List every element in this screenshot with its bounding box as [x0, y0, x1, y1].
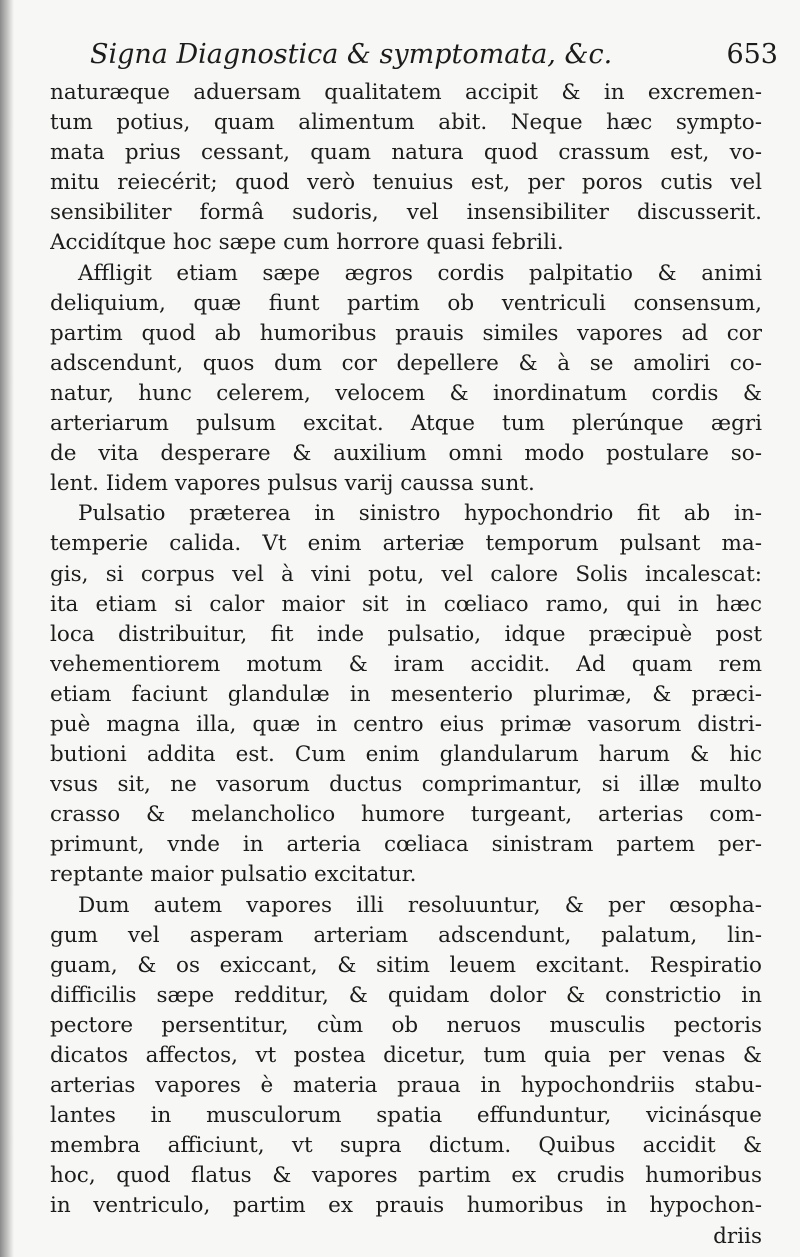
text-line: ita etiam si calor maior sit in cœliaco ramo, qui in hæc	[50, 591, 762, 617]
page-number: 653	[726, 39, 778, 70]
text-line: butioni addita est. Cum enim glandularum harum & hic	[50, 742, 762, 768]
text-line: loca distribuitur, fit inde pulsatio, idque præcipuè post	[50, 621, 762, 647]
text-line: adscendunt, quos dum cor depellere & à se amoliri co-	[50, 350, 762, 376]
text-line: lent. Iidem vapores pulsus varij caussa sunt.	[50, 471, 535, 497]
text-line: partim quod ab humoribus prauis similes vapores ad cor	[50, 320, 762, 346]
text-line: temperie calida. Vt enim arteriæ temporum pulsant ma-	[50, 531, 762, 557]
text-line: hoc, quod flatus & vapores partim ex crudis humoribus	[50, 1163, 762, 1189]
text-line: gum vel asperam arteriam adscendunt, palatum, lin-	[50, 922, 762, 948]
text-line: Accidítque hoc sæpe cum horrore quasi febrili.	[50, 230, 564, 256]
text-line: natur, hunc celerem, velocem & inordinatum cordis &	[50, 380, 762, 406]
text-line: dicatos affectos, vt postea dicetur, tum quia per venas &	[50, 1043, 762, 1068]
text-line: arterias vapores è materia praua in hypochondriis stabu-	[50, 1073, 762, 1099]
text-line: mitu reiecérit; quod verò tenuius est, per poros cutis vel	[50, 170, 762, 196]
text-line: deliquium, quæ fiunt partim ob ventriculi consensum,	[50, 290, 762, 316]
paragraph-start-line: Pulsatio præterea in sinistro hypochondrio fit ab in-	[78, 501, 762, 527]
text-line: in ventriculo, partim ex prauis humoribus in hypochon-	[50, 1193, 762, 1219]
text-line: crasso & melancholico humore turgeant, arterias com-	[50, 802, 762, 828]
running-title: Signa Diagnostica & symptomata, &c.	[90, 39, 613, 70]
text-line: guam, & os exiccant, & sitim leuem excitant. Respiratio	[50, 952, 762, 978]
text-line: lantes in musculorum spatia effunduntur, vicinásque	[50, 1103, 762, 1129]
text-line: naturæque aduersam qualitatem accipit & in excremen-	[50, 80, 762, 105]
text-block	[50, 78, 762, 1252]
catchword: driis	[713, 1223, 762, 1249]
text-line: reptante maior pulsatio excitatur.	[50, 862, 417, 888]
paragraph-start-line: Dum autem vapores illi resoluuntur, & per œsopha-	[78, 892, 762, 918]
text-line: vsus sit, ne vasorum ductus comprimantur, si illæ multo	[50, 772, 762, 798]
text-line: pectore persentitur, cùm ob neruos musculis pectoris	[50, 1012, 762, 1038]
text-line: difficilis sæpe redditur, & quidam dolor & constrictio in	[50, 982, 762, 1008]
text-line: sensibiliter formâ sudoris, vel insensibiliter discusserit.	[50, 200, 762, 226]
text-line: tum potius, quam alimentum abit. Neque hæc sympto-	[50, 110, 762, 136]
text-line: mata prius cessant, quam natura quod crassum est, vo-	[50, 140, 762, 166]
text-line: etiam faciunt glandulæ in mesenterio plurimæ, & præci-	[50, 681, 762, 707]
text-line: gis, si corpus vel à vini potu, vel calore Solis incalescat:	[50, 561, 762, 587]
text-line: arteriarum pulsum excitat. Atque tum plerúnque ægri	[50, 411, 762, 437]
text-line: primunt, vnde in arteria cœliaca sinistram partem per-	[50, 832, 762, 858]
text-line: vehementiorem motum & iram accidit. Ad quam rem	[50, 651, 762, 677]
text-line: membra afficiunt, vt supra dictum. Quibus accidit &	[50, 1133, 762, 1159]
paragraph-start-line: Affligit etiam sæpe ægros cordis palpitatio & animi	[78, 260, 762, 286]
text-line: puè magna illa, quæ in centro eius primæ vasorum distri-	[50, 711, 762, 737]
text-line: de vita desperare & auxilium omni modo postulare so-	[50, 441, 762, 467]
